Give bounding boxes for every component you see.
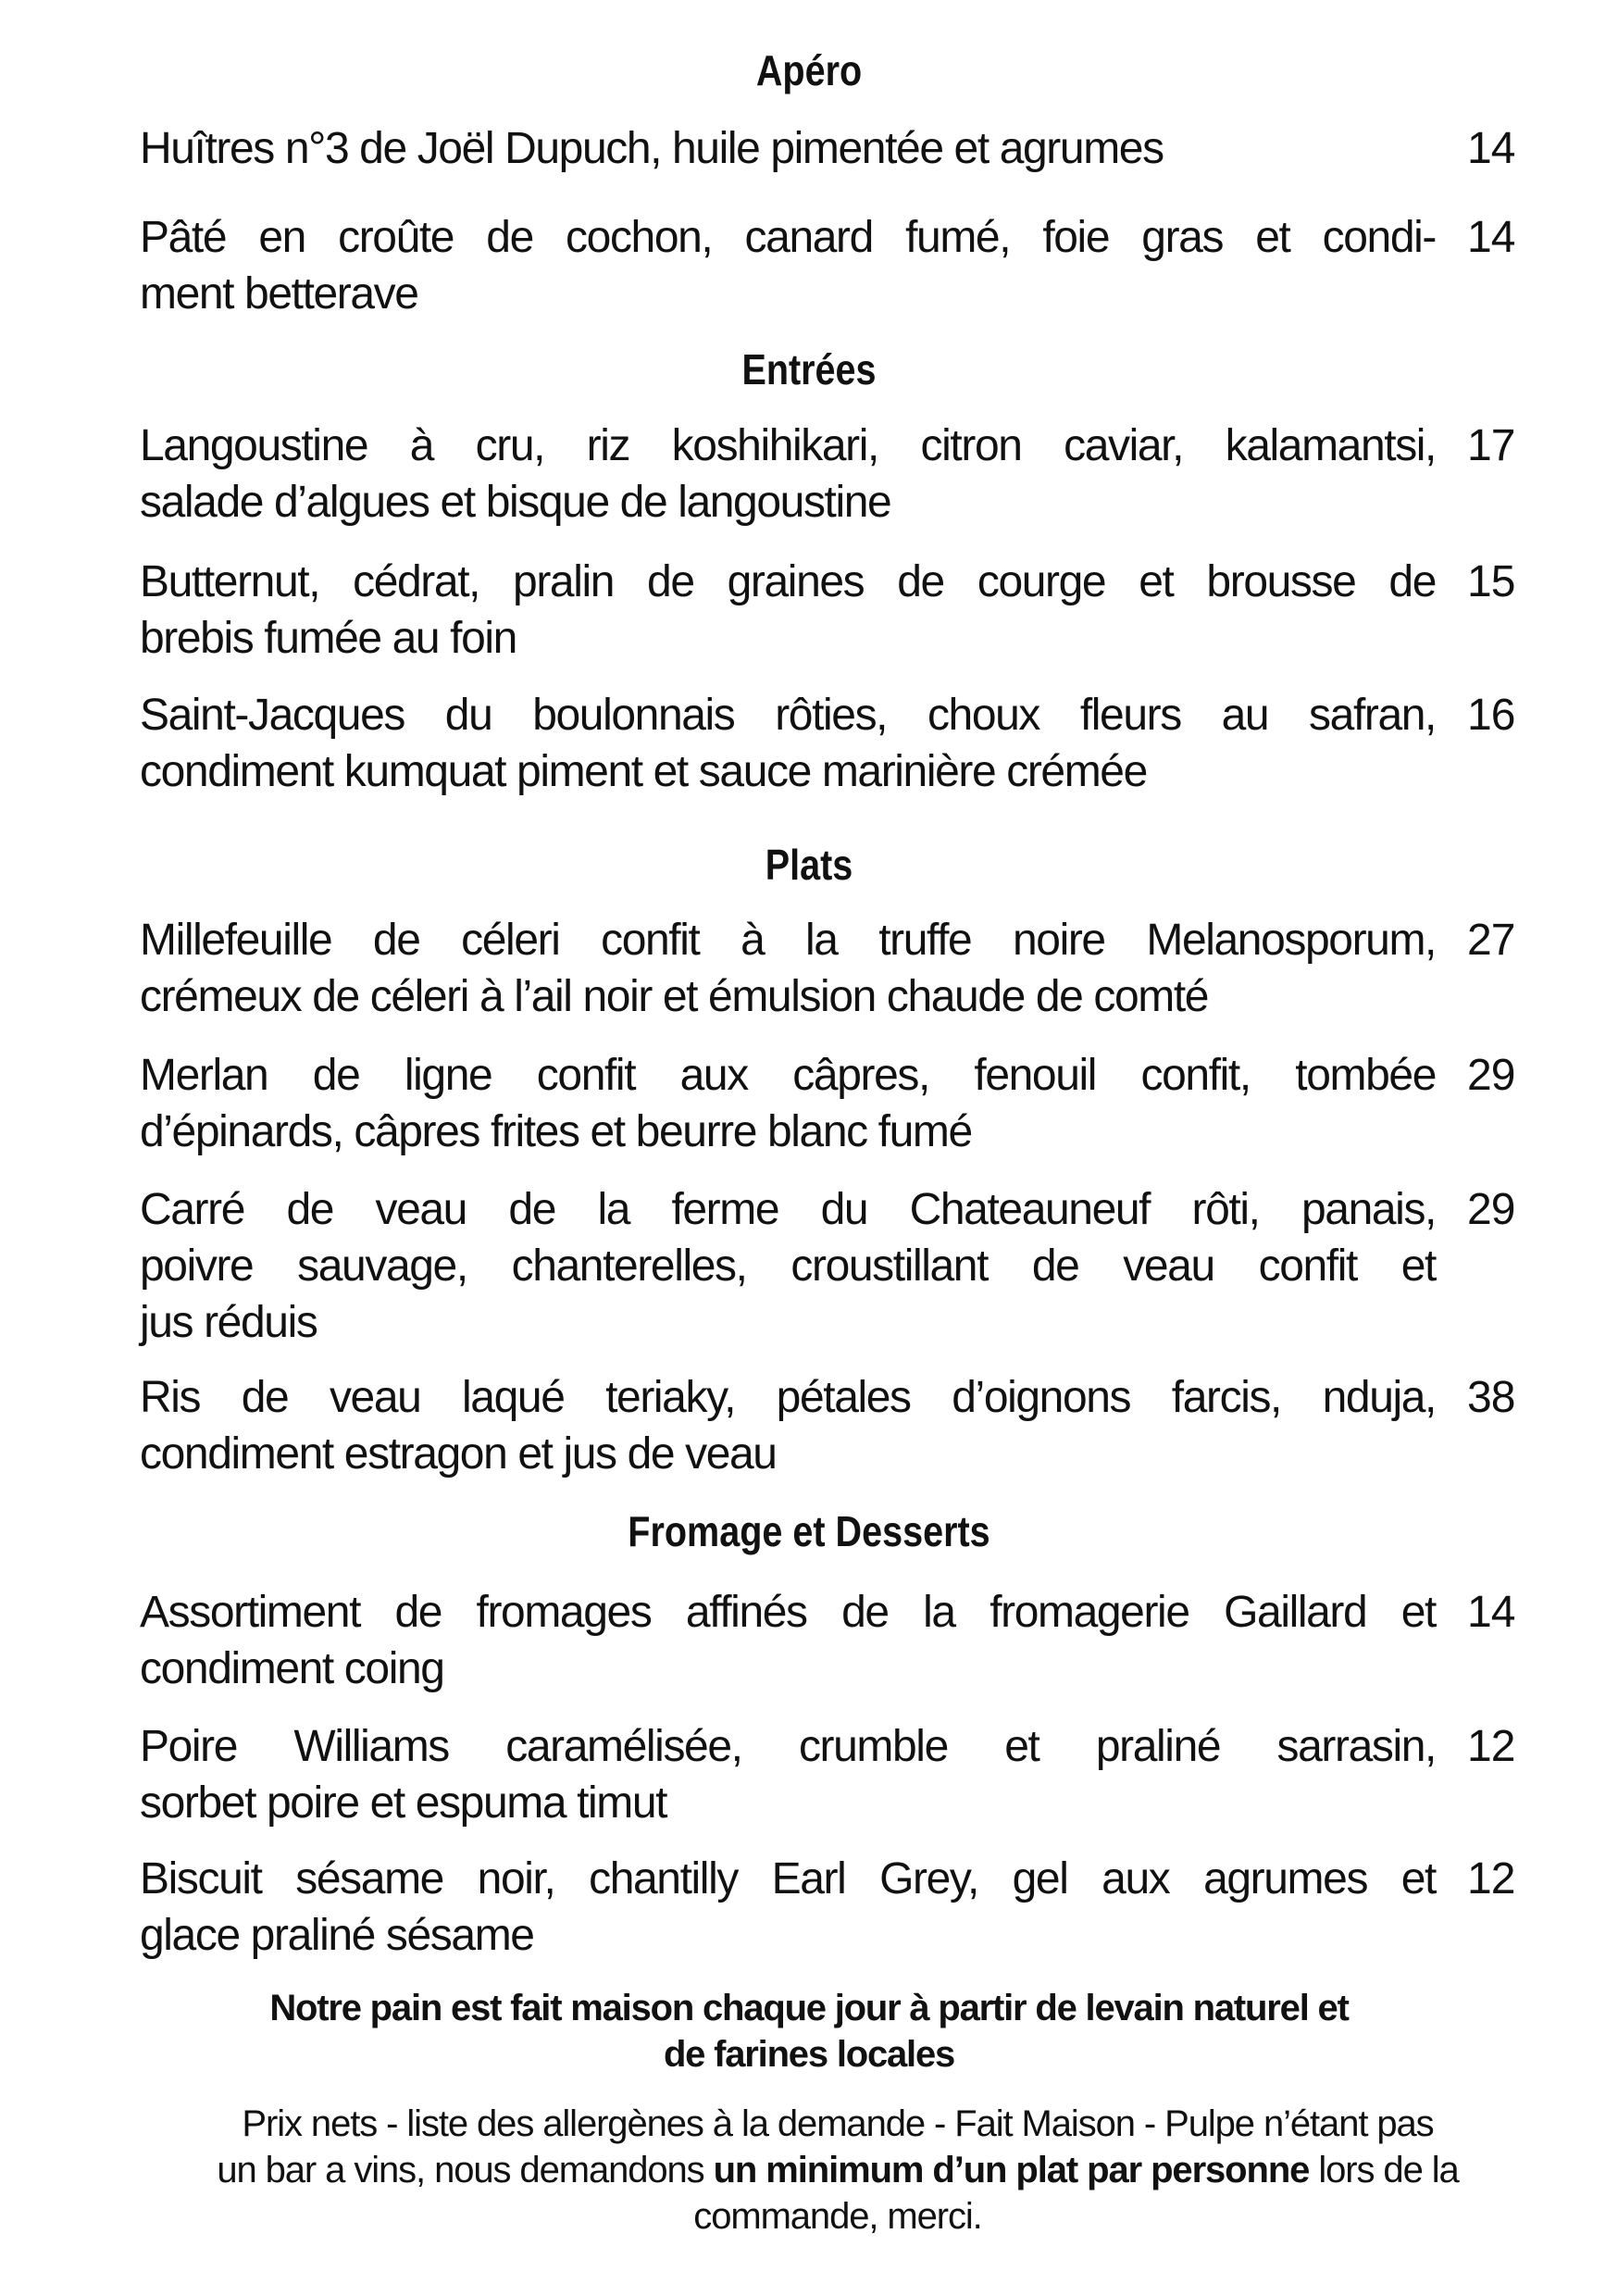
item-description-line: salade d’algues et bisque de langoustine bbox=[140, 478, 891, 527]
item-description-line: Ris de veau laqué teriaky, pétales d’oignons farcis, nduja, bbox=[140, 1373, 1436, 1422]
footer-line bbox=[139, 2147, 1537, 2193]
item-description-line: glace praliné sésame bbox=[140, 1911, 534, 1960]
item-description-line: crémeux de céleri à l’ail noir et émulsion chaude de comté bbox=[140, 972, 1209, 1021]
item-description-line: condiment coing bbox=[140, 1644, 444, 1693]
item-price: 15 bbox=[1467, 557, 1515, 606]
item-description-line: poivre sauvage, chanterelles, croustillant de veau confit et bbox=[140, 1242, 1436, 1291]
item-description bbox=[140, 1181, 1436, 1351]
bread-note bbox=[0, 1985, 1618, 2078]
section-heading-plats: Plats bbox=[765, 841, 853, 889]
item-description-line: ment betterave bbox=[140, 269, 418, 318]
item-description-line: Poire Williams caramélisée, crumble et praliné sarrasin, bbox=[140, 1722, 1436, 1771]
item-price: 16 bbox=[1467, 691, 1515, 740]
item-description bbox=[140, 209, 1436, 322]
item-description-line: Assortiment de fromages affinés de la fromagerie Gaillard et bbox=[140, 1588, 1436, 1637]
item-description-line: brebis fumée au foin bbox=[140, 614, 517, 663]
footer-text: lors de la bbox=[1309, 2150, 1459, 2190]
item-price: 12 bbox=[1467, 1854, 1515, 1903]
item-description-line: condiment kumquat piment et sauce marinière crémée bbox=[140, 747, 1147, 796]
item-description-line: sorbet poire et espuma timut bbox=[140, 1778, 667, 1828]
item-description-line: Biscuit sésame noir, chantilly Earl Grey, gel aux agrumes et bbox=[140, 1854, 1436, 1903]
item-price: 14 bbox=[1467, 1588, 1515, 1637]
footer-line: commande, merci. bbox=[693, 2196, 982, 2237]
section-heading-entrees: Entrées bbox=[741, 345, 877, 393]
item-price: 17 bbox=[1467, 421, 1515, 470]
item-price: 14 bbox=[1467, 213, 1515, 262]
item-description-line: Millefeuille de céleri confit à la truffe noire Melanosporum, bbox=[140, 916, 1436, 965]
item-price: 38 bbox=[1467, 1373, 1515, 1422]
item-description-line: Butternut, cédrat, pralin de graines de courge et brousse de bbox=[140, 557, 1436, 606]
item-price: 12 bbox=[1467, 1722, 1515, 1771]
minimum-order-notice: un minimum d’un plat par personne bbox=[713, 2150, 1310, 2190]
item-description-line: condiment estragon et jus de veau bbox=[140, 1429, 777, 1479]
section-heading-fromage-desserts: Fromage et Desserts bbox=[628, 1507, 990, 1555]
section-heading-apero: Apéro bbox=[755, 46, 863, 94]
item-description bbox=[140, 1718, 1436, 1831]
item-description bbox=[140, 1851, 1436, 1964]
item-description-line: Carré de veau de la ferme du Chateauneuf rôti, panais, bbox=[140, 1185, 1436, 1234]
item-description-line: Merlan de ligne confit aux câpres, fenouil confit, tombée bbox=[140, 1051, 1436, 1100]
item-description bbox=[140, 1047, 1436, 1160]
item-description-line: Huîtres n°3 de Joël Dupuch, huile pimentée et agrumes bbox=[140, 124, 1164, 173]
footer-text: un bar a vins, nous demandons bbox=[217, 2150, 714, 2190]
item-description bbox=[140, 912, 1436, 1025]
item-description-line: d’épinards, câpres frites et beurre blanc fumé bbox=[140, 1107, 972, 1156]
item-price: 14 bbox=[1467, 124, 1515, 173]
item-price: 29 bbox=[1467, 1185, 1515, 1234]
item-description bbox=[140, 554, 1436, 667]
item-description-line: Pâté en croûte de cochon, canard fumé, foie gras et condi- bbox=[140, 213, 1436, 262]
item-description bbox=[140, 1584, 1436, 1697]
footer-notice bbox=[139, 2101, 1537, 2240]
bread-note-line: de farines locales bbox=[663, 2034, 955, 2075]
item-description bbox=[140, 120, 1436, 177]
item-description bbox=[140, 687, 1436, 800]
item-price: 29 bbox=[1467, 1051, 1515, 1100]
bread-note-line: Notre pain est fait maison chaque jour à partir de levain naturel et bbox=[269, 1988, 1349, 2028]
item-price: 27 bbox=[1467, 916, 1515, 965]
item-description bbox=[140, 418, 1436, 530]
item-description bbox=[140, 1369, 1436, 1482]
item-description-line: jus réduis bbox=[140, 1298, 317, 1347]
footer-line: Prix nets - liste des allergènes à la demande - Fait Maison - Pulpe n’étant pas bbox=[242, 2103, 1434, 2144]
item-description-line: Langoustine à cru, riz koshihikari, citron caviar, kalamantsi, bbox=[140, 421, 1436, 470]
item-description-line: Saint-Jacques du boulonnais rôties, choux fleurs au safran, bbox=[140, 691, 1436, 740]
